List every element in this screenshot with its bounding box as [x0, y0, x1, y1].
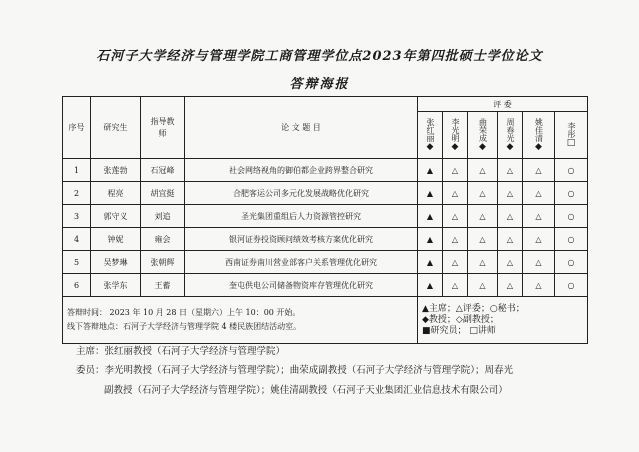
row-mark: △	[498, 205, 523, 228]
table-row	[63, 251, 588, 274]
committee-member-5: 姚佳清◆	[523, 112, 555, 159]
committee-member-3: 曲荣成◆	[468, 112, 498, 159]
committee-member-1: 张红丽◆	[418, 112, 443, 159]
row-mark: ○	[555, 182, 588, 205]
row-mark: △	[498, 228, 523, 251]
row-seq: 6	[63, 274, 91, 297]
row-mark: △	[443, 205, 468, 228]
row-mark: △	[523, 205, 555, 228]
row-thesis: 圣光集团重组后人力资源管控研究	[185, 205, 418, 228]
header-thesis: 论 文 题 目	[185, 97, 418, 159]
row-mark: △	[498, 182, 523, 205]
row-student: 钟妮	[91, 228, 141, 251]
row-mark: △	[523, 182, 555, 205]
row-mark: △	[443, 182, 468, 205]
row-mark: ○	[555, 251, 588, 274]
table-row	[63, 159, 588, 182]
legend	[418, 297, 588, 344]
row-thesis: 奎屯供电公司储备物资库存管理优化研究	[185, 274, 418, 297]
row-mark: △	[523, 159, 555, 182]
chair-line: 主席：张红丽教授（石河子大学经济与管理学院）	[76, 346, 286, 357]
row-mark: ▲	[418, 159, 443, 182]
row-mark: ▲	[418, 274, 443, 297]
defense-place: 线下答辩地点：石河子大学经济与管理学院 4 楼民族团结活动室。	[67, 322, 302, 331]
row-mark: ○	[555, 159, 588, 182]
legend-titles-2: ■研究员； □讲师	[422, 325, 496, 336]
header-seq: 序号	[63, 97, 91, 159]
row-mark: ▲	[418, 228, 443, 251]
row-mark: △	[468, 205, 498, 228]
row-advisor: 王蓄	[141, 274, 185, 297]
row-seq: 2	[63, 182, 91, 205]
defense-info	[63, 297, 418, 344]
table-row	[63, 274, 588, 297]
header-committee: 评 委	[418, 97, 588, 112]
row-advisor: 刘追	[141, 205, 185, 228]
members-line-1: 委员：李光明教授（石河子大学经济与管理学院）；曲荣成副教授（石河子大学经济与管理学院）；周春光	[76, 365, 514, 376]
committee-member-6: 李彤□	[555, 112, 588, 159]
table-row	[63, 205, 588, 228]
row-advisor: 石冠峰	[141, 159, 185, 182]
row-mark: ○	[555, 205, 588, 228]
row-seq: 1	[63, 159, 91, 182]
row-mark: △	[443, 251, 468, 274]
committee-member-4: 周春光◆	[498, 112, 523, 159]
row-advisor: 雍会	[141, 228, 185, 251]
row-advisor: 张朝辉	[141, 251, 185, 274]
row-seq: 5	[63, 251, 91, 274]
row-mark: ▲	[418, 251, 443, 274]
row-mark: △	[523, 274, 555, 297]
row-mark: ▲	[418, 182, 443, 205]
row-seq: 4	[63, 228, 91, 251]
row-student: 程亮	[91, 182, 141, 205]
row-mark: △	[468, 182, 498, 205]
row-mark: △	[468, 159, 498, 182]
row-thesis: 合肥客运公司多元化发展战略优化研究	[185, 182, 418, 205]
row-mark: ○	[555, 274, 588, 297]
header-advisor: 指导教师	[141, 97, 185, 159]
row-mark: △	[443, 159, 468, 182]
row-thesis: 西南证券南川营业部客户关系管理优化研究	[185, 251, 418, 274]
row-mark: △	[468, 274, 498, 297]
poster-title: 石河子大学经济与管理学院工商管理学位点2023年第四批硕士学位论文	[96, 49, 543, 64]
table-row	[63, 228, 588, 251]
row-mark: △	[498, 159, 523, 182]
row-seq: 3	[63, 205, 91, 228]
row-mark: ▲	[418, 205, 443, 228]
members-line-2: 副教授（石河子大学经济与管理学院）；姚佳清副教授（石河子天业集团汇业信息技术有限公司）	[104, 385, 508, 396]
footer-row	[63, 297, 588, 344]
row-mark: △	[498, 251, 523, 274]
row-advisor: 胡宜挺	[141, 182, 185, 205]
table-row	[63, 182, 588, 205]
row-mark: △	[468, 251, 498, 274]
row-thesis: 社会网络视角的御伯都企业跨界整合研究	[185, 159, 418, 182]
legend-roles: ▲主席；△评委；○秘书；	[422, 303, 525, 314]
row-thesis: 银河证券投资顾问绩效考核方案优化研究	[185, 228, 418, 251]
defense-time: 答辩时间： 2023 年 10 月 28 日（星期六）上午 10：00 开始。	[67, 308, 301, 317]
committee-member-2: 李光明◆	[443, 112, 468, 159]
row-student: 吴梦琳	[91, 251, 141, 274]
row-mark: △	[443, 228, 468, 251]
row-mark: △	[468, 228, 498, 251]
legend-titles: ◆教授；◇副教授；	[422, 314, 499, 325]
defense-schedule-table	[62, 96, 588, 344]
row-mark: △	[443, 274, 468, 297]
row-mark: △	[498, 274, 523, 297]
row-mark: △	[523, 251, 555, 274]
poster-subtitle: 答辩海报	[289, 77, 350, 92]
row-mark: △	[523, 228, 555, 251]
row-student: 张莲勃	[91, 159, 141, 182]
header-student: 研究生	[91, 97, 141, 159]
row-student: 郭守义	[91, 205, 141, 228]
row-mark: ○	[555, 228, 588, 251]
row-student: 张学东	[91, 274, 141, 297]
